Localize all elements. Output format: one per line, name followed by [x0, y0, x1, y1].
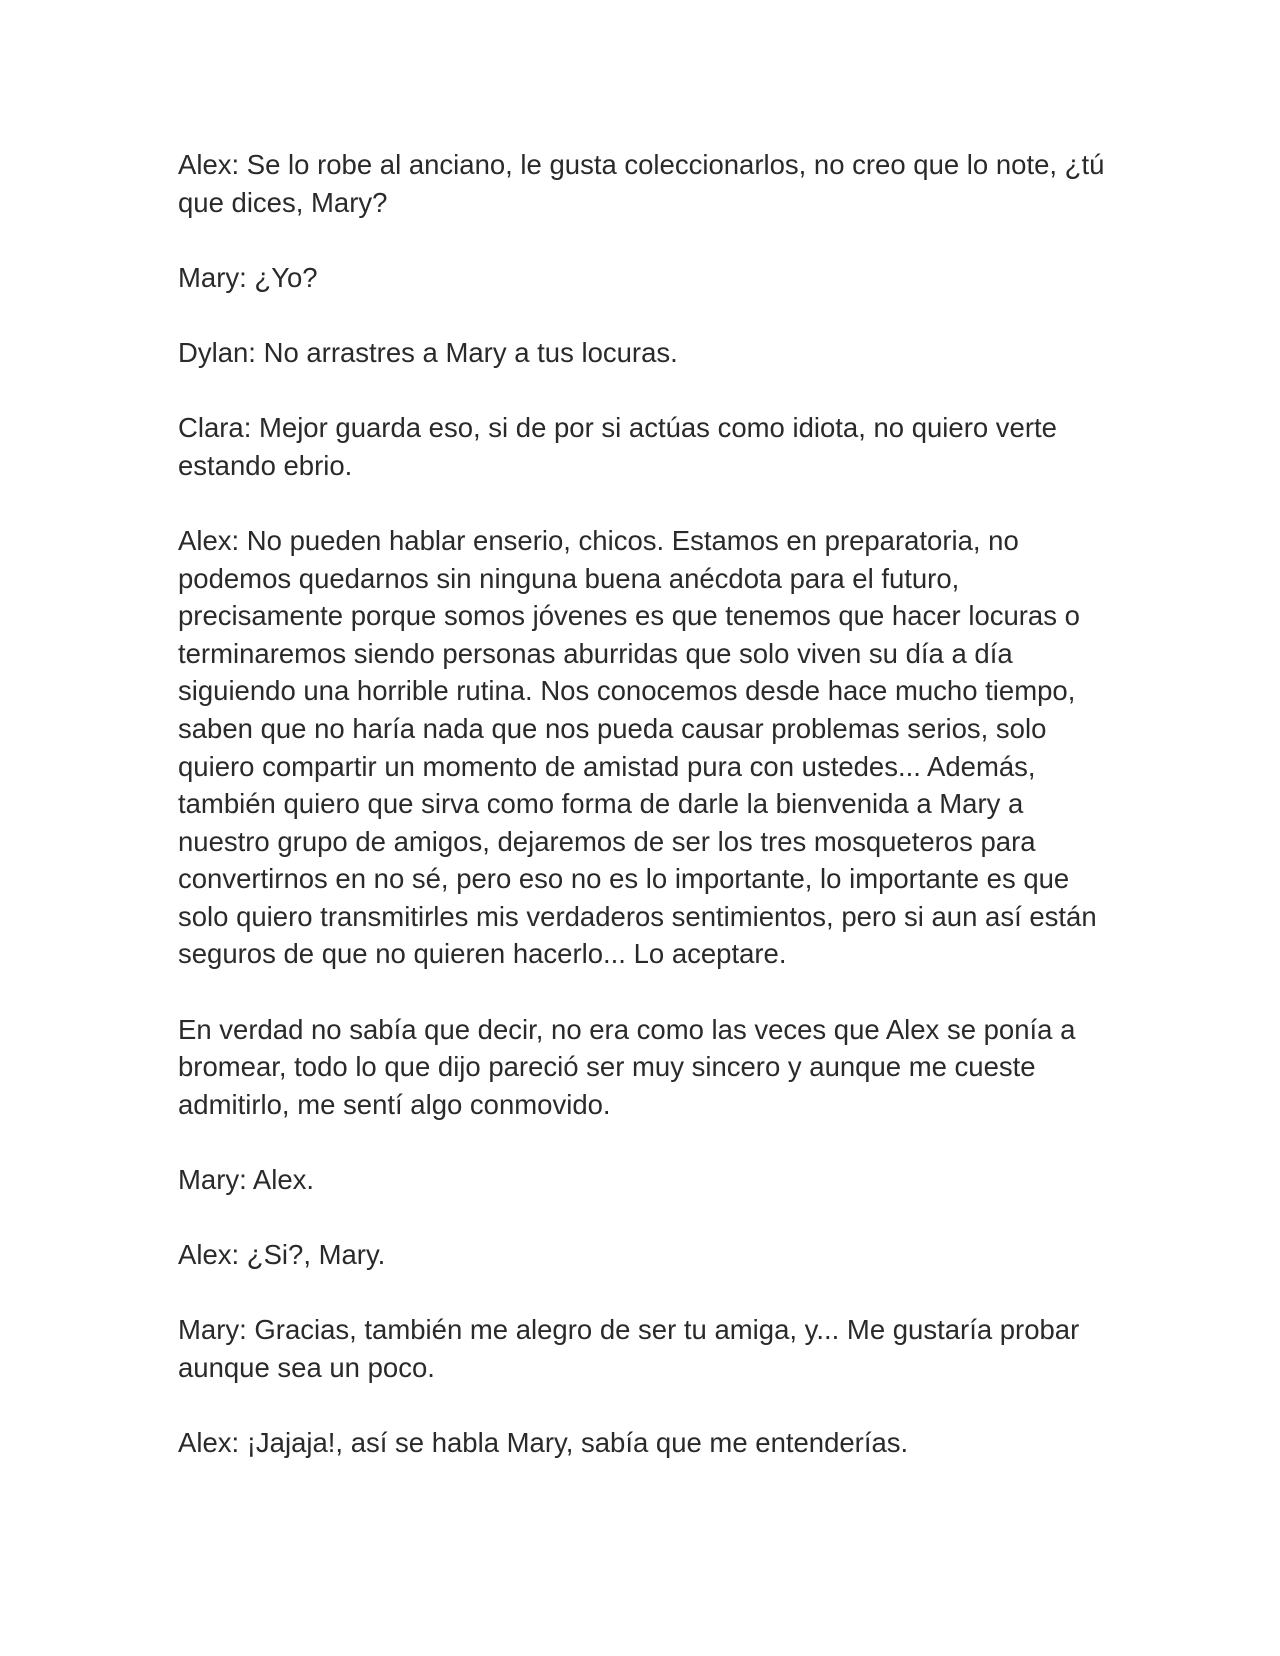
- paragraph: Dylan: No arrastres a Mary a tus locuras.: [178, 336, 678, 368]
- document-body: [178, 146, 1108, 1499]
- paragraph: Mary: Gracias, también me alegro de ser tu amiga, y... Me gustaría probar aunque sea un poco.: [178, 1314, 1080, 1383]
- paragraph: Alex: ¡Jajaja!, así se habla Mary, sabía que me entenderías.: [178, 1427, 909, 1459]
- paragraph: Alex: ¿Si?, Mary.: [178, 1239, 386, 1271]
- paragraph: Alex: Se lo robe al anciano, le gusta coleccionarlos, no creo que lo note, ¿tú que dices, Mary?: [178, 149, 1105, 218]
- paragraph: Alex: No pueden hablar enserio, chicos. Estamos en preparatoria, no podemos quedarnos sin ninguna buena anécdota para el futuro, precisamente porque somos jóvenes es que tenemos que hacer locuras o terminaremos siendo personas aburridas que solo viven su día a día siguiendo una horrible rutina. Nos conocemos desde hace mucho tiempo, saben que no haría nada que nos pueda causar problemas serios, solo quiero compartir un momento de amistad pura con ustedes... Además, también quiero que sirva como forma de darle la bienvenida a Mary a nuestro grupo de amigos, dejaremos de ser los tres mosqueteros para convertirnos en no sé, pero eso no es lo importante, lo importante es que solo quiero transmitirles mis verdaderos sentimientos, pero si aun así están seguros de que no quieren hacerlo... Lo aceptare.: [178, 524, 1097, 970]
- paragraph: Mary: ¿Yo?: [178, 261, 318, 293]
- paragraph: En verdad no sabía que decir, no era como las veces que Alex se ponía a bromear, todo lo que dijo pareció ser muy sincero y aunque me cueste admitirlo, me sentí algo conmovido.: [178, 1013, 1076, 1120]
- paragraph: Mary: Alex.: [178, 1164, 315, 1196]
- paragraph: Clara: Mejor guarda eso, si de por si actúas como idiota, no quiero verte estando ebrio.: [178, 412, 1057, 481]
